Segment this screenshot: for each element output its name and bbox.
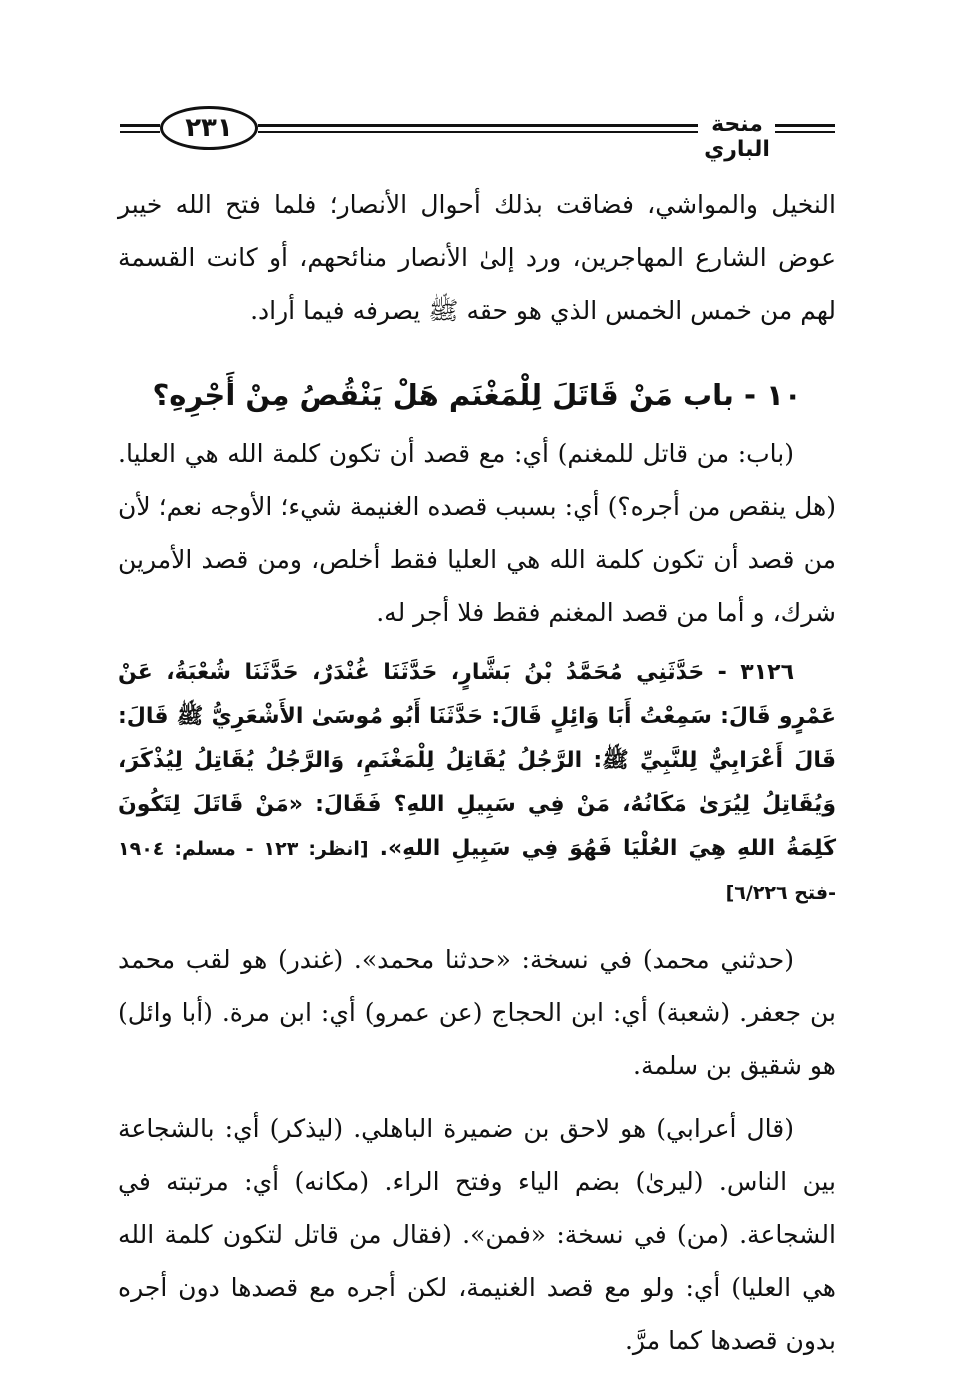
running-title: منحة الباري [704,112,770,162]
header-rule-left [120,124,160,133]
commentary-paragraph-1: (باب: من قاتل للمغنم) أي: مع قصد أن تكون كلمة الله هي العليا. (هل ينقص من أجره؟) أي: بسبب قصده الغنيمة شيء؛ الأوجه نعم؛ لأن من قصد أن تكون كلمة الله هي العليا فقط أخلص، ومن قصد الأمرين شرك، و أما من قصد المغنم فقط فلا أجر له. [118,439,836,627]
page-number: ٢٣١ [160,106,258,150]
header-rule-middle [258,124,698,133]
page-header [120,104,835,162]
chapter-heading: ١٠ - باب مَنْ قَاتَلَ لِلْمَغْنَم هَلْ يَنْقُصُ مِنْ أَجْرِهِ؟ [152,378,802,412]
hadith-reference: [انظر: ١٢٣ - مسلم: ١٩٠٤ -فتح ٦/٢٢٦] [118,838,836,904]
page-body [118,178,836,1367]
commentary-paragraph-2: (حدثني محمد) في نسخة: «حدثنا محمد». (غندر) هو لقب محمد بن جعفر. (شعبة) أي: ابن الحجاج (عن عمرو) أي: ابن مرة. (أبا وائل) هو شقيق بن سلمة. [118,945,836,1080]
paragraph-top: النخيل والمواشي، فضاقت بذلك أحوال الأنصار؛ فلما فتح الله خيبر عوض الشارع المهاجرين، ورد إلىٰ الأنصار منائحهم، أو كانت القسمة لهم من خمس الخمس الذي هو حقه ﷺ يصرفه فيما أراد. [118,190,836,325]
commentary-paragraph-3: (قال أعرابي) هو لاحق بن ضميرة الباهلي. (ليذكر) أي: بالشجاعة بين الناس. (ليرىٰ) بضم الياء وفتح الراء. (مكانه) أي: مرتبته في الشجاعة. (من) في نسخة: «فمن». (فقال من قاتل لتكون كلمة الله هي العليا) أي: ولو مع قصد الغنيمة، لكن أجره مع قصدها دون أجره بدون قصدها كما مرَّ. [118,1114,836,1355]
paragraph-gap [118,1092,836,1102]
header-rule-right [775,124,835,133]
hadith-block [118,651,836,915]
hadith-text: ٣١٢٦ - حَدَّثَنِي مُحَمَّدُ بْنُ بَشَّارٍ، حَدَّثَنَا غُنْدَرٌ، حَدَّثَنَا شُعْبَةُ، عَنْ عَمْرٍو قَالَ: سَمِعْتُ أَبَا وَائِلٍ قَالَ: حَدَّثَنَا أَبُو مُوسَىٰ الأَشْعَرِيُّ ﷺ قَالَ: قَالَ أَعْرَابِيٌّ لِلنَّبِيِّ ﷺ: الرَّجُلُ يُقَاتِلُ لِلْمَغْنَمِ، وَالرَّجُلُ يُقَاتِلُ لِيُذْكَرَ، وَيُقَاتِلُ لِيُرَىٰ مَكَانُهُ، مَنْ فِي سَبِيلِ اللهِ؟ فَقَالَ: «مَنْ قَاتَلَ لِتَكُونَ كَلِمَةُ اللهِ هِيَ العُلْيَا فَهُوَ فِي سَبِيلِ اللهِ». [118,660,836,861]
